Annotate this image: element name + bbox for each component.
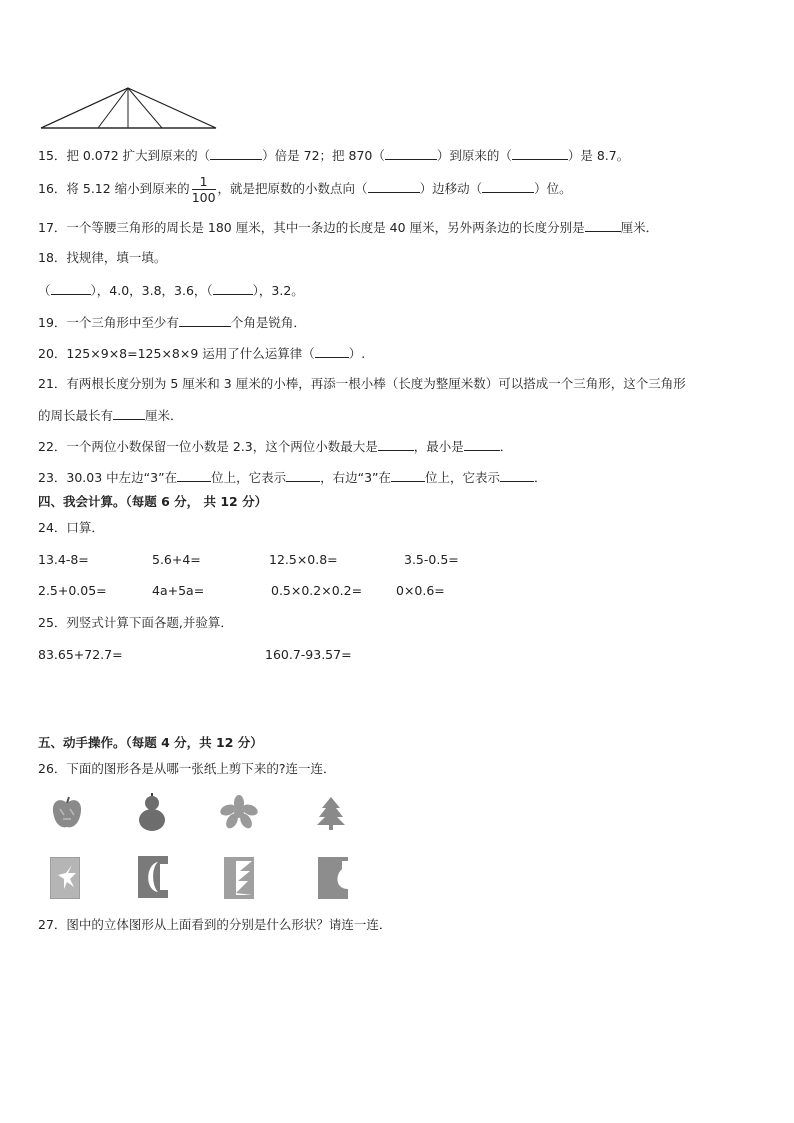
- question-18-sequence: （ ），4.0，3.8，3.6，（ ），3.2。: [38, 283, 304, 298]
- answer-blank[interactable]: [385, 147, 437, 160]
- answer-blank[interactable]: [315, 345, 349, 358]
- answer-blank[interactable]: [113, 407, 145, 420]
- paper-with-moon-cutout-icon: [138, 856, 168, 898]
- mental-calc-item: 12.5×0.8=: [269, 552, 338, 567]
- question-number: 23．: [38, 470, 67, 485]
- paper-with-star-cutout-icon: [50, 857, 80, 899]
- answer-blank[interactable]: [213, 282, 253, 295]
- vertical-calc-item: 160.7-93.57=: [265, 647, 352, 662]
- flower-shape-icon: [220, 795, 258, 829]
- section-5-heading: 五、动手操作。（每题 4 分，共 12 分）: [38, 735, 263, 750]
- answer-blank[interactable]: [179, 314, 231, 327]
- question-number: 22．: [38, 439, 67, 454]
- question-19: 19．一个三角形中至少有 个角是锐角．: [38, 315, 306, 330]
- question-number: 26．: [38, 761, 67, 776]
- question-number: 18．: [38, 250, 67, 265]
- question-number: 25．: [38, 615, 67, 630]
- question-20: 20．125×9×8=125×8×9 运用了什么运算律（ ）.: [38, 346, 366, 361]
- question-number: 27．: [38, 917, 67, 932]
- apple-shape-icon: [50, 795, 84, 831]
- section-4-heading: 四、我会计算。（每题 6 分， 共 12 分）: [38, 494, 268, 509]
- question-21: 21．有两根长度分别为 5 厘米和 3 厘米的小棒，再添一根小棒（长度为整厘米数）可以搭成一个三角形，这个三角形: [38, 376, 686, 391]
- question-number: 15．: [38, 148, 67, 163]
- paper-with-round-cutout-icon: [318, 857, 348, 899]
- question-15: 15．把 0.072 扩大到原来的（ ）倍是 72；把 870（ ）到原来的（ ）是 8.7。: [38, 148, 630, 163]
- answer-blank[interactable]: [286, 469, 320, 482]
- fan-triangle-figure: [38, 86, 222, 132]
- vertical-calc-item: 83.65+72.7=: [38, 647, 123, 662]
- question-16: 16．将 5.12 缩小到原来的 $\frac{1}{100}$ ，就是把原数的小数点向（ ）边移动（ ）位。: [38, 174, 572, 205]
- mental-calc-item: 2.5+0.05=: [38, 583, 107, 598]
- gourd-shape-icon: [136, 793, 168, 833]
- question-number: 16．: [38, 181, 67, 196]
- mental-calc-item: 0.5×0.2×0.2=: [271, 583, 363, 598]
- mental-calc-item: 13.4-8=: [38, 552, 89, 567]
- question-17: 17．一个等腰三角形的周长是 180 厘米，其中一条边的长度是 40 厘米，另外两条边的长度分别是 厘米．: [38, 220, 659, 235]
- answer-blank[interactable]: [512, 147, 568, 160]
- question-27: 27．图中的立体图形从上面看到的分别是什么形状？请连一连．: [38, 917, 392, 932]
- mental-calc-item: 5.6+4=: [152, 552, 201, 567]
- question-26: 26．下面的图形各是从哪一张纸上剪下来的?连一连．: [38, 761, 336, 776]
- answer-blank[interactable]: [210, 147, 262, 160]
- answer-blank[interactable]: [482, 180, 534, 193]
- question-23: 23．30.03 中左边“3”在 位上，它表示 ，右边“3”在 位上，它表示 ．: [38, 470, 547, 485]
- answer-blank[interactable]: [378, 438, 414, 451]
- question-18: 18．找规律，填一填。: [38, 250, 167, 265]
- question-number: 20．: [38, 346, 67, 361]
- answer-blank[interactable]: [585, 219, 621, 232]
- answer-blank[interactable]: [51, 282, 91, 295]
- mental-calc-item: 0×0.6=: [396, 583, 445, 598]
- answer-blank[interactable]: [391, 469, 425, 482]
- question-22: 22．一个两位小数保留一位小数是 2.3，这个两位小数最大是 ，最小是 ．: [38, 439, 513, 454]
- answer-blank[interactable]: [368, 180, 420, 193]
- tree-shape-icon: [314, 795, 348, 831]
- fraction: $\frac{1}{100}$: [191, 174, 216, 205]
- mental-calc-item: 4a+5a=: [152, 583, 205, 598]
- paper-with-zigzag-cutout-icon: [224, 857, 254, 899]
- question-25: 25．列竖式计算下面各题,并验算．: [38, 615, 233, 630]
- mental-calc-item: 3.5-0.5=: [404, 552, 459, 567]
- question-number: 24．: [38, 520, 67, 535]
- answer-blank[interactable]: [464, 438, 500, 451]
- question-number: 19．: [38, 315, 67, 330]
- question-number: 17．: [38, 220, 67, 235]
- question-24: 24．口算．: [38, 520, 104, 535]
- answer-blank[interactable]: [500, 469, 534, 482]
- question-number: 21．: [38, 376, 67, 391]
- answer-blank[interactable]: [177, 469, 211, 482]
- question-21-line2: 的周长最长有 厘米．: [38, 408, 183, 423]
